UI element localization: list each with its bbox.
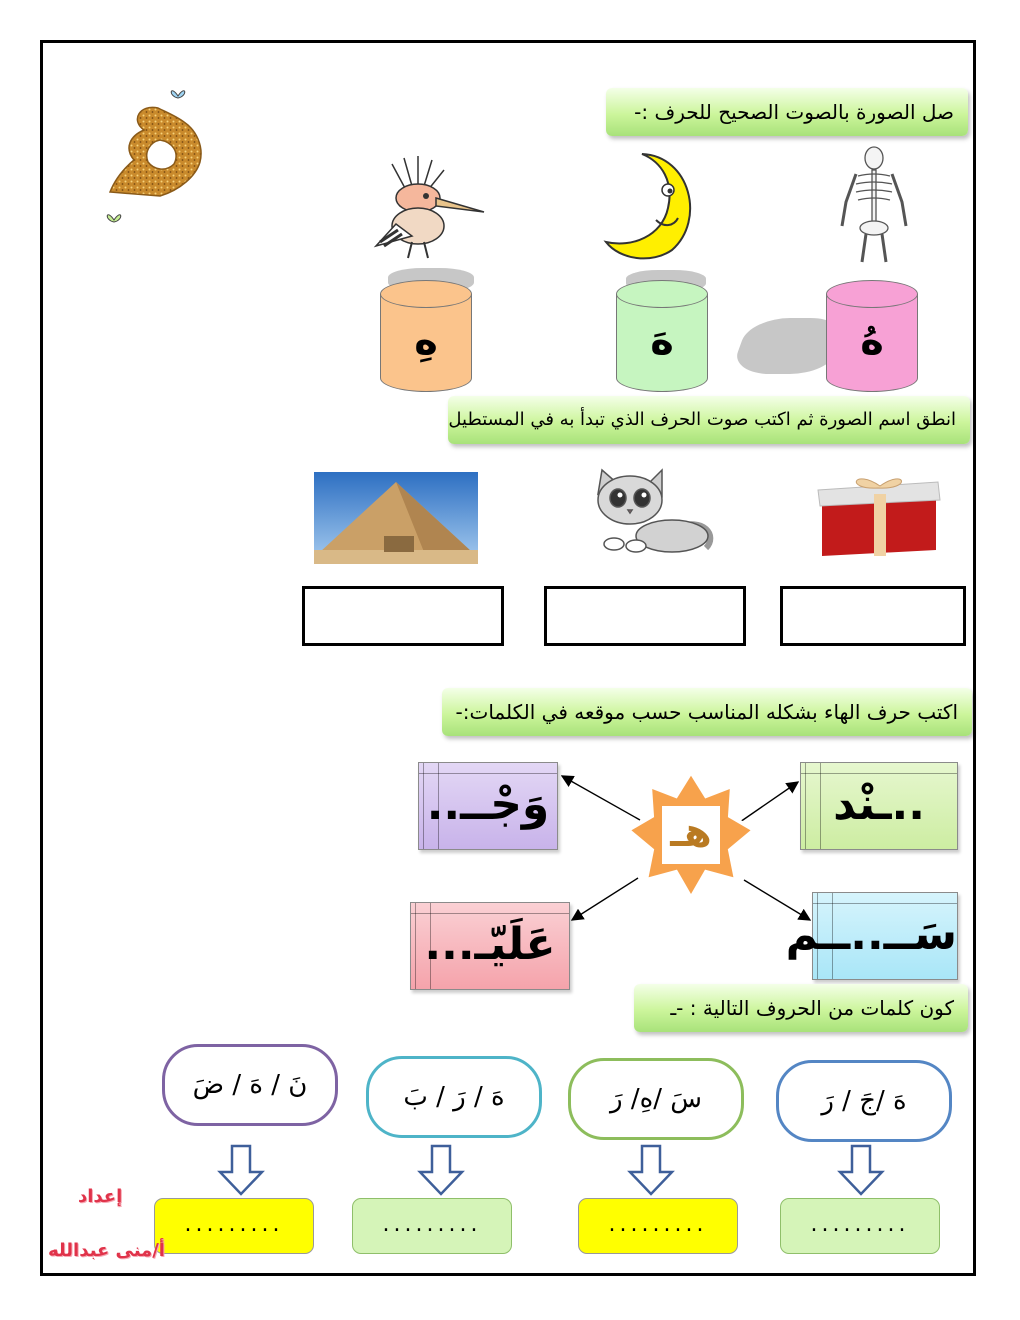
- down-arrow-icon: [220, 1146, 262, 1194]
- cylinder-letter: هِ: [414, 318, 438, 364]
- word-text: سَــ..ــم: [785, 909, 957, 960]
- result-box-3[interactable]: .........: [578, 1198, 738, 1254]
- word-text: عَلَيّـ...: [424, 919, 556, 970]
- credit-line-2: أ/منى عبدالله: [48, 1240, 165, 1261]
- down-arrow-icon: [630, 1146, 672, 1194]
- down-arrow-icon: [840, 1146, 882, 1194]
- letters-pill-4: هَ /جَ / رَ: [776, 1060, 952, 1142]
- credit-line-1: إعداد: [78, 1186, 123, 1207]
- instruction-banner-1: صل الصورة بالصوت الصحيح للحرف :-: [606, 88, 968, 136]
- cylinder-letter: هَ: [650, 318, 674, 364]
- result-box-1[interactable]: .........: [154, 1198, 314, 1254]
- instruction-banner-3: اكتب حرف الهاء بشكله المناسب حسب موقعه في الكلمات:-: [442, 688, 972, 736]
- letters-pill-2: هَ / رَ / بَ: [366, 1056, 542, 1138]
- instruction-banner-4: كون كلمات من الحروف التالية : -ـ: [634, 984, 968, 1032]
- letters-pill-1: نَ / هَ / ضَ: [162, 1044, 338, 1126]
- cylinder-letter: هُ: [860, 318, 884, 364]
- word-text: وَجْــ..: [426, 779, 550, 830]
- letters-pill-3: سَ /هِ/ رَ: [568, 1058, 744, 1140]
- instruction-banner-2: انطق اسم الصورة ثم اكتب صوت الحرف الذي تبدأ به في المستطيل: [448, 396, 970, 444]
- result-box-4[interactable]: .........: [780, 1198, 940, 1254]
- result-box-2[interactable]: .........: [352, 1198, 512, 1254]
- center-letter: هـ: [670, 810, 712, 856]
- word-text: ..ـنْد: [833, 779, 925, 830]
- down-arrow-icon: [420, 1146, 462, 1194]
